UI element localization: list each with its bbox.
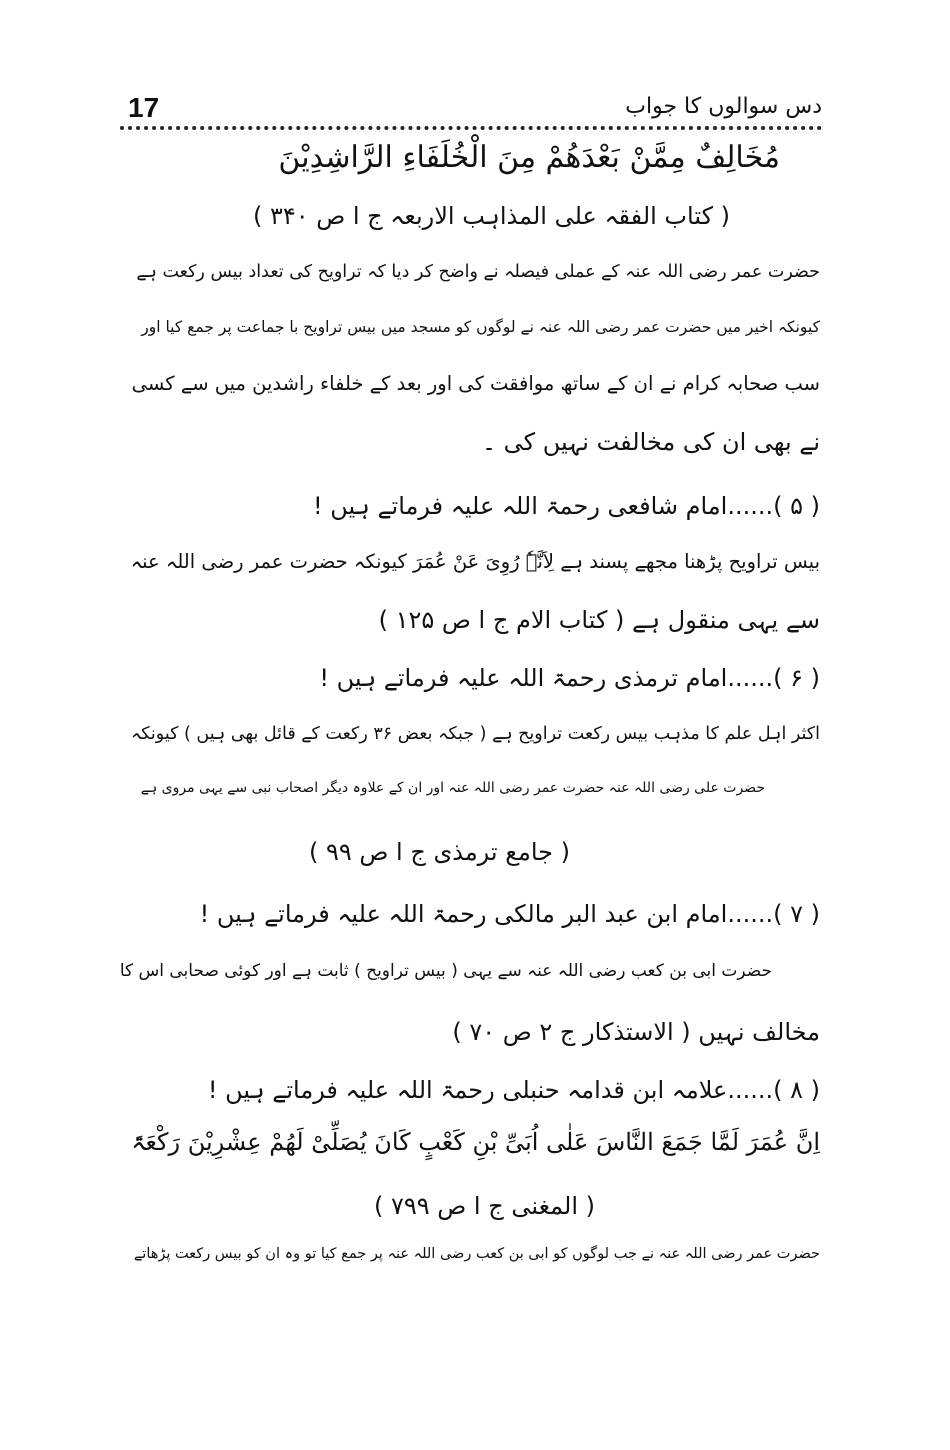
paragraph-line: بیس تراویح پڑھنا مجھے پسند ہے لِاَنَّہٗ رُوِیَ عَنْ عُمَرَ کیونکہ حضرت عمر رضی اللہ عنہ: [130, 550, 820, 573]
paragraph-line: حضرت عمر رضی اللہ عنہ نے جب لوگوں کو ابی بن کعب رضی اللہ عنہ پر جمع کیا تو وہ ان کو بیس رکعت پڑھاتے: [133, 1246, 820, 1262]
section-heading: ( ۶ )......امام ترمذی رحمۃ اللہ علیہ فرماتے ہیں !: [319, 664, 820, 692]
arabic-quote-line: اِنَّ عُمَرَ لَمَّا جَمَعَ النَّاسَ عَلٰی اُبَیِّ بْنِ کَعْبٍ کَانَ یُصَلِّیْ لَھُمْ عِشْرِیْنَ رَکْعَۃً: [131, 1128, 820, 1156]
section-heading: ( ۷ )......امام ابن عبد البر مالکی رحمۃ اللہ علیہ فرماتے ہیں !: [199, 900, 820, 928]
reference-citation: ( کتاب الفقہ علی المذاہب الاربعہ ج ا ص ۳۴۰ ): [252, 202, 730, 230]
page-number: 17: [128, 92, 160, 123]
paragraph-line: حضرت ابی بن کعب رضی اللہ عنہ سے یہی ( بیس تراویح ) ثابت ہے اور کوئی صحابی اس کا: [119, 961, 772, 981]
paragraph-line: حضرت عمر رضی اللہ عنہ کے عملی فیصلہ نے واضح کر دیا کہ تراویح کی تعداد بیس رکعت ہے: [136, 262, 820, 282]
running-title: دس سوالوں کا جواب: [625, 94, 822, 119]
arabic-quote-line: مُخَالِفٌ مِمَّنْ بَعْدَهُمْ مِنَ الْخُلَفَاءِ الرَّاشِدِيْنَ: [278, 140, 780, 175]
paragraph-line: نے بھی ان کی مخالفت نہیں کی ۔: [481, 428, 820, 456]
section-heading: ( ۸ )......علامہ ابن قدامہ حنبلی رحمۃ اللہ علیہ فرماتے ہیں !: [207, 1076, 820, 1104]
paragraph-line: کیونکہ اخیر میں حضرت عمر رضی اللہ عنہ نے لوگوں کو مسجد میں بیس تراویح با جماعت پر جمع کیا اور: [141, 318, 820, 336]
reference-citation: ( المغنی ج ا ص ۷۹۹ ): [373, 1192, 595, 1220]
paragraph-line: حضرت علی رضی اللہ عنہ حضرت عمر رضی اللہ عنہ اور ان کے علاوہ دیگر اصحاب نبی سے یہی مروی ہے: [140, 780, 765, 796]
section-heading: ( ۵ )......امام شافعی رحمۃ اللہ علیہ فرماتے ہیں !: [313, 492, 820, 520]
header-divider: [120, 126, 822, 130]
paragraph-line: اکثر اہل علم کا مذہب بیس رکعت تراویح ہے ( جبکہ بعض ۳۶ رکعت کے قائل بھی ہیں ) کیونکہ: [131, 724, 820, 744]
paragraph-line: سے یہی منقول ہے ( کتاب الام ج ا ص ۱۲۵ ): [378, 606, 820, 634]
page-header: [120, 92, 822, 126]
paragraph-line: سب صحابہ کرام نے ان کے ساتھ موافقت کی اور بعد کے خلفاء راشدین میں سے کسی: [131, 372, 820, 395]
paragraph-line: مخالف نہیں ( الاستذکار ج ۲ ص ۷۰ ): [452, 1018, 820, 1046]
reference-citation: ( جامع ترمذی ج ا ص ۹۹ ): [308, 838, 570, 866]
